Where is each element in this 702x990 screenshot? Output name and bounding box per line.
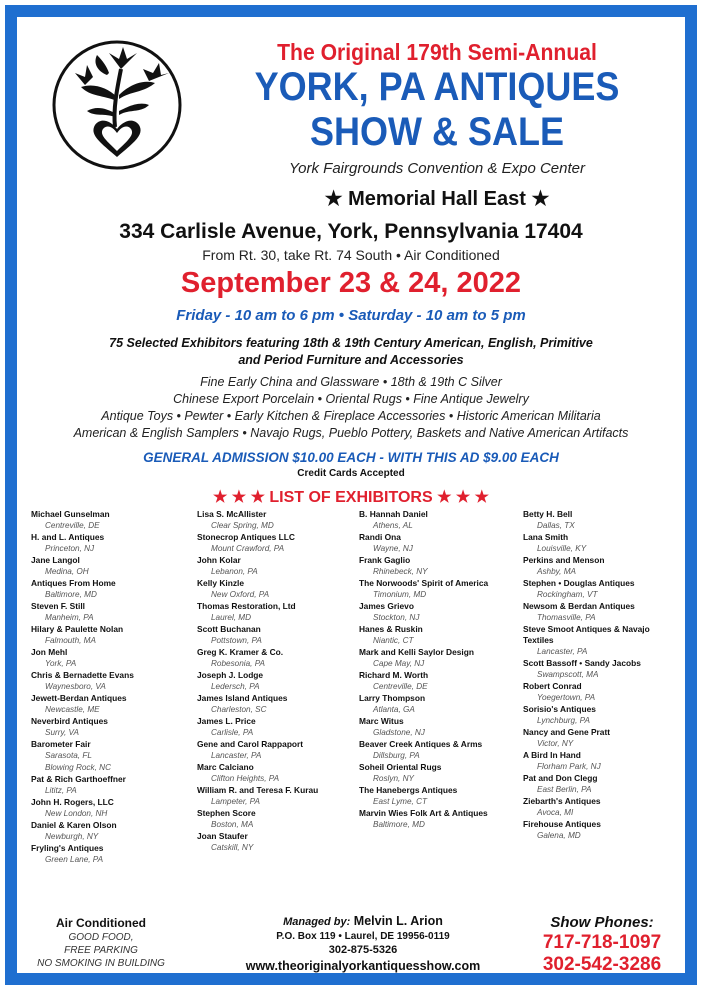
exhibitors-heading: ★ ★ ★ LIST OF EXHIBITORS ★ ★ ★ bbox=[212, 489, 489, 506]
exhibitor-name: Gene and Carol Rappaport bbox=[197, 739, 304, 749]
exhibitor-item bbox=[31, 601, 189, 623]
exhibitor-name: Newsom & Berdan Antiques bbox=[523, 601, 635, 611]
exhibitor-name: Barometer Fair bbox=[31, 739, 91, 749]
exhibitor-item bbox=[523, 555, 681, 577]
venue: York Fairgrounds Convention & Expo Center bbox=[289, 160, 585, 177]
exhibitor-name: Stephen Score bbox=[197, 808, 256, 818]
exhibitor-location: Yoegertown, PA bbox=[537, 693, 596, 702]
exhibitor-location: New Oxford, PA bbox=[211, 590, 270, 599]
managed-by-label: Managed by: bbox=[283, 916, 351, 928]
exhibitor-name: Marc Calciano bbox=[197, 762, 254, 772]
exhibitor-location: Medina, OH bbox=[45, 567, 89, 576]
exhibitor-name: William R. and Teresa F. Kurau bbox=[197, 785, 319, 795]
exhibitor-location: Clifton Heights, PA bbox=[211, 774, 280, 783]
exhibitor-item bbox=[197, 716, 355, 738]
exhibitor-item bbox=[31, 693, 189, 715]
exhibitor-name: Michael Gunselman bbox=[31, 509, 110, 519]
exhibitor-location: Avoca, MI bbox=[537, 808, 574, 817]
exhibitor-name: Ziebarth's Antiques bbox=[523, 796, 601, 806]
amenities bbox=[17, 916, 185, 970]
exhibitor-item bbox=[523, 658, 681, 680]
exhibitor-name: Soheil Oriental Rugs bbox=[359, 762, 442, 772]
exhibitor-name: Lana Smith bbox=[523, 532, 569, 542]
show-dates: September 23 & 24, 2022 bbox=[180, 267, 522, 299]
exhibitor-item bbox=[523, 681, 681, 703]
exhibitor-name: James Island Antiques bbox=[197, 693, 288, 703]
exhibitor-item bbox=[359, 808, 517, 830]
exhibitor-name: Thomas Restoration, Ltd bbox=[197, 601, 296, 611]
feature-line: Antique Toys • Pewter • Early Kitchen & Fireplace Accessories • Historic American Militaria bbox=[101, 409, 601, 423]
exhibitor-name: Greg K. Kramer & Co. bbox=[197, 647, 284, 657]
directions: From Rt. 30, take Rt. 74 South • Air Conditioned bbox=[202, 247, 500, 263]
address: 334 Carlisle Avenue, York, Pennsylvania 17404 bbox=[119, 220, 583, 243]
exhibitor-location: Cape May, NJ bbox=[373, 659, 425, 668]
exhibitor-name: Robert Conrad bbox=[523, 681, 582, 691]
exhibitor-name: Kelly Kinzle bbox=[197, 578, 245, 588]
exhibitor-location: Ashby, MA bbox=[537, 567, 576, 576]
exhibitor-name: Beaver Creek Antiques & Arms bbox=[359, 739, 483, 749]
exhibitor-location: Catskill, NY bbox=[211, 843, 254, 852]
exhibitor-name: Jane Langol bbox=[31, 555, 80, 565]
exhibitor-column-3 bbox=[359, 509, 517, 831]
exhibitor-name: Nancy and Gene Pratt bbox=[523, 727, 611, 737]
exhibitor-item bbox=[31, 843, 189, 865]
exhibitor-item bbox=[31, 578, 189, 600]
features-list bbox=[17, 374, 685, 442]
title-show-and-sale: SHOW & SALE bbox=[309, 110, 564, 154]
exhibitor-name: Stephen • Douglas Antiques bbox=[523, 578, 635, 588]
exhibitor-location: Roslyn, NY bbox=[373, 774, 414, 783]
exhibitor-location: Baltimore, MD bbox=[45, 590, 97, 599]
exhibitor-item bbox=[31, 762, 189, 773]
exhibitor-item bbox=[359, 555, 517, 577]
exhibitor-location: Swampscott, MA bbox=[537, 670, 599, 679]
exhibitor-name: Hanes & Ruskin bbox=[359, 624, 423, 634]
exhibitor-location: Rhinebeck, NY bbox=[373, 567, 428, 576]
feature-line: Fine Early China and Glassware • 18th & 19th C Silver bbox=[200, 375, 502, 389]
exhibitor-location: Louisville, KY bbox=[537, 544, 587, 553]
exhibitor-location: Carlisle, PA bbox=[211, 728, 254, 737]
exhibitor-location: Lebanon, PA bbox=[211, 567, 258, 576]
exhibitor-item bbox=[31, 532, 189, 554]
exhibitor-location: Newcastle, ME bbox=[45, 705, 100, 714]
exhibitor-location: Lancaster, PA bbox=[537, 647, 588, 656]
exhibitor-item bbox=[523, 532, 681, 554]
show-phones-label: Show Phones: bbox=[550, 914, 654, 931]
exhibitor-item bbox=[523, 624, 681, 657]
exhibitor-name: B. Hannah Daniel bbox=[359, 509, 428, 519]
exhibitor-location: Lancaster, PA bbox=[211, 751, 262, 760]
amenity-line: NO SMOKING IN BUILDING bbox=[37, 958, 165, 969]
exhibitor-location: Gladstone, NJ bbox=[373, 728, 425, 737]
admission-price: GENERAL ADMISSION $10.00 EACH - WITH THIS AD $9.00 EACH bbox=[143, 450, 559, 465]
exhibitor-item bbox=[197, 693, 355, 715]
exhibitor-item bbox=[197, 509, 355, 531]
amenity-line: GOOD FOOD, bbox=[68, 932, 134, 943]
management-info bbox=[203, 913, 523, 975]
exhibitor-name: The Norwoods' Spirit of America bbox=[359, 578, 489, 588]
exhibitor-name: Hilary & Paulette Nolan bbox=[31, 624, 124, 634]
exhibitor-name: Marc Witus bbox=[359, 716, 404, 726]
exhibitor-column-4 bbox=[523, 509, 681, 842]
exhibitor-item bbox=[31, 774, 189, 796]
exhibitor-location: Falmouth, MA bbox=[45, 636, 96, 645]
exhibitor-item bbox=[197, 785, 355, 807]
exhibitor-name: Antiques From Home bbox=[31, 578, 116, 588]
exhibitor-location: Stockton, NJ bbox=[373, 613, 420, 622]
exhibitor-location: Atlanta, GA bbox=[373, 705, 415, 714]
exhibitor-location: Lynchburg, PA bbox=[537, 716, 590, 725]
exhibitor-name: Marvin Wies Folk Art & Antiques bbox=[359, 808, 488, 818]
exhibitor-location: Athens, AL bbox=[373, 521, 413, 530]
exhibitor-item bbox=[359, 647, 517, 669]
exhibitor-item bbox=[359, 601, 517, 623]
exhibitor-item bbox=[31, 716, 189, 738]
exhibitor-name: A Bird In Hand bbox=[523, 750, 581, 760]
exhibitor-location: Blowing Rock, NC bbox=[45, 763, 111, 772]
exhibitor-item bbox=[31, 797, 189, 819]
exhibitor-location: New London, NH bbox=[45, 809, 108, 818]
exhibitor-item bbox=[359, 739, 517, 761]
exhibitor-item bbox=[197, 808, 355, 830]
exhibitor-location: Victor, NY bbox=[537, 739, 574, 748]
exhibitor-location: Baltimore, MD bbox=[373, 820, 425, 829]
exhibitor-intro-line: 75 Selected Exhibitors featuring 18th & 19th Century American, English, Primitive bbox=[109, 336, 593, 350]
exhibitor-name: Randi Ona bbox=[359, 532, 401, 542]
exhibitor-location: East Berlin, PA bbox=[537, 785, 592, 794]
exhibitor-name: Neverbird Antiques bbox=[31, 716, 108, 726]
exhibitor-name: Pat and Don Clegg bbox=[523, 773, 598, 783]
exhibitor-location: Clear Spring, MD bbox=[211, 521, 274, 530]
exhibitor-item bbox=[197, 670, 355, 692]
exhibitor-item bbox=[523, 601, 681, 623]
exhibitor-location: Rockingham, VT bbox=[537, 590, 598, 599]
exhibitor-location: Dallas, TX bbox=[537, 521, 575, 530]
exhibitor-item bbox=[31, 509, 189, 531]
exhibitor-location: Surry, VA bbox=[45, 728, 79, 737]
exhibitor-name: Mark and Kelli Saylor Design bbox=[359, 647, 474, 657]
exhibitor-item bbox=[197, 647, 355, 669]
exhibitor-location: Lampeter, PA bbox=[211, 797, 260, 806]
exhibitor-name: Scott Buchanan bbox=[197, 624, 261, 634]
exhibitor-name: Betty H. Bell bbox=[523, 509, 573, 519]
exhibitor-location: Galena, MD bbox=[537, 831, 581, 840]
exhibitor-item bbox=[31, 739, 189, 761]
website-link[interactable]: www.theoriginalyorkantiquesshow.com bbox=[245, 959, 481, 973]
exhibitor-item bbox=[523, 509, 681, 531]
exhibitor-location: Dillsburg, PA bbox=[373, 751, 420, 760]
exhibitor-item bbox=[197, 762, 355, 784]
exhibitor-column-2 bbox=[197, 509, 355, 854]
exhibitor-name: Frank Gaglio bbox=[359, 555, 411, 565]
exhibitor-item bbox=[523, 727, 681, 749]
exhibitor-name: Jewett-Berdan Antiques bbox=[31, 693, 127, 703]
exhibitor-location: Laurel, MD bbox=[211, 613, 252, 622]
exhibitor-item bbox=[523, 819, 681, 841]
exhibitor-intro-line: and Period Furniture and Accessories bbox=[238, 353, 464, 367]
exhibitor-location: Pottstown, PA bbox=[211, 636, 262, 645]
exhibitor-intro bbox=[17, 335, 685, 369]
exhibitor-item bbox=[31, 647, 189, 669]
exhibitor-name: Firehouse Antiques bbox=[523, 819, 601, 829]
exhibitor-item bbox=[523, 773, 681, 795]
exhibitor-item bbox=[359, 578, 517, 600]
credit-cards-note: Credit Cards Accepted bbox=[297, 468, 405, 479]
exhibitor-item bbox=[359, 693, 517, 715]
exhibitor-location: Centreville, DE bbox=[45, 521, 100, 530]
exhibitor-item bbox=[523, 578, 681, 600]
feature-line: Chinese Export Porcelain • Oriental Rugs • Fine Antique Jewelry bbox=[173, 392, 529, 406]
exhibitor-item bbox=[523, 796, 681, 818]
exhibitor-item bbox=[523, 704, 681, 726]
exhibitor-location: East Lyme, CT bbox=[373, 797, 427, 806]
exhibitor-location: Robesonia, PA bbox=[211, 659, 266, 668]
exhibitor-location: Sarasota, FL bbox=[45, 751, 92, 760]
exhibitor-name: Scott Bassoff • Sandy Jacobs bbox=[523, 658, 641, 668]
exhibitor-item bbox=[31, 820, 189, 842]
show-hours: Friday - 10 am to 6 pm • Saturday - 10 am to 5 pm bbox=[176, 307, 526, 324]
exhibitor-location: Manheim, PA bbox=[45, 613, 94, 622]
exhibitor-name: H. and L. Antiques bbox=[31, 532, 105, 542]
exhibitor-name: Jon Mehl bbox=[31, 647, 68, 657]
exhibitor-item bbox=[359, 624, 517, 646]
exhibitor-name: Fryling's Antiques bbox=[31, 843, 104, 853]
exhibitor-name: Daniel & Karen Olson bbox=[31, 820, 117, 830]
exhibitor-item bbox=[197, 532, 355, 554]
exhibitor-name: James L. Price bbox=[197, 716, 256, 726]
exhibitor-location: Niantic, CT bbox=[373, 636, 414, 645]
exhibitor-name: Chris & Bernadette Evans bbox=[31, 670, 134, 680]
exhibitor-name: John H. Rogers, LLC bbox=[31, 797, 114, 807]
show-phones bbox=[522, 913, 682, 976]
exhibitor-name: Steve Smoot Antiques & Navajo Textiles bbox=[523, 624, 650, 645]
exhibitor-name: Joan Staufer bbox=[197, 831, 248, 841]
exhibitor-location: Ledersch, PA bbox=[211, 682, 260, 691]
po-box: P.O. Box 119 • Laurel, DE 19956-0119 bbox=[276, 931, 450, 942]
exhibitor-item bbox=[197, 555, 355, 577]
exhibitor-name: Joseph J. Lodge bbox=[197, 670, 264, 680]
exhibitor-item bbox=[197, 739, 355, 761]
exhibitor-name: Sorisio's Antiques bbox=[523, 704, 596, 714]
exhibitor-location: Timonium, MD bbox=[373, 590, 427, 599]
exhibitor-name: Richard M. Worth bbox=[359, 670, 429, 680]
exhibitor-item bbox=[31, 624, 189, 646]
exhibitor-location: Newburgh, NY bbox=[45, 832, 99, 841]
exhibitor-item bbox=[359, 762, 517, 784]
exhibitor-item bbox=[359, 509, 517, 531]
exhibitor-column-1 bbox=[31, 509, 189, 866]
tulip-logo-icon bbox=[51, 39, 183, 171]
amenity-line: FREE PARKING bbox=[64, 945, 138, 956]
exhibitor-location: Waynesboro, VA bbox=[45, 682, 106, 691]
exhibitor-item bbox=[359, 532, 517, 554]
subtitle-semi-annual: The Original 179th Semi-Annual bbox=[277, 39, 597, 65]
exhibitor-location: Wayne, NJ bbox=[373, 544, 413, 553]
air-conditioned-label: Air Conditioned bbox=[56, 916, 146, 930]
exhibitor-location: Princeton, NJ bbox=[45, 544, 95, 553]
exhibitor-item bbox=[197, 624, 355, 646]
show-phone-2: 302-542-3286 bbox=[542, 954, 662, 975]
exhibitor-location: Centreville, DE bbox=[373, 682, 428, 691]
show-phone-1: 717-718-1097 bbox=[542, 932, 662, 953]
exhibitor-item bbox=[359, 670, 517, 692]
page-border bbox=[5, 5, 697, 985]
exhibitor-item bbox=[31, 555, 189, 577]
hall-name: ★ Memorial Hall East ★ bbox=[324, 188, 550, 210]
exhibitor-name: Lisa S. McAllister bbox=[197, 509, 267, 519]
exhibitor-item bbox=[523, 750, 681, 772]
exhibitor-item bbox=[197, 831, 355, 853]
exhibitor-item bbox=[359, 716, 517, 738]
exhibitor-name: John Kolar bbox=[197, 555, 241, 565]
exhibitor-item bbox=[31, 670, 189, 692]
exhibitor-item bbox=[197, 601, 355, 623]
exhibitor-location: York, PA bbox=[45, 659, 77, 668]
exhibitor-name: Larry Thompson bbox=[359, 693, 426, 703]
manager-phone: 302-875-5326 bbox=[328, 944, 398, 956]
exhibitor-location: Charleston, SC bbox=[211, 705, 267, 714]
flyer bbox=[17, 17, 685, 973]
exhibitor-item bbox=[197, 578, 355, 600]
manager-name: Melvin L. Arion bbox=[353, 914, 443, 928]
exhibitor-name: Pat & Rich Garthoeffner bbox=[31, 774, 126, 784]
exhibitor-name: Steven F. Still bbox=[31, 601, 85, 611]
exhibitor-item bbox=[359, 785, 517, 807]
exhibitor-name: Stonecrop Antiques LLC bbox=[197, 532, 295, 542]
title-york-pa-antiques: YORK, PA ANTIQUES bbox=[254, 65, 620, 109]
exhibitor-location: Thomasville, PA bbox=[537, 613, 596, 622]
exhibitor-location: Mount Crawford, PA bbox=[211, 544, 285, 553]
exhibitor-name: Perkins and Menson bbox=[523, 555, 605, 565]
exhibitor-location: Green Lane, PA bbox=[45, 855, 104, 864]
exhibitor-location: Lititz, PA bbox=[45, 786, 77, 795]
feature-line: American & English Samplers • Navajo Rugs, Pueblo Pottery, Baskets and Native American Artifacts bbox=[73, 426, 629, 440]
exhibitor-location: Florham Park, NJ bbox=[537, 762, 601, 771]
exhibitor-location: Boston, MA bbox=[211, 820, 254, 829]
exhibitor-name: The Hanebergs Antiques bbox=[359, 785, 458, 795]
exhibitor-name: James Grievo bbox=[359, 601, 414, 611]
